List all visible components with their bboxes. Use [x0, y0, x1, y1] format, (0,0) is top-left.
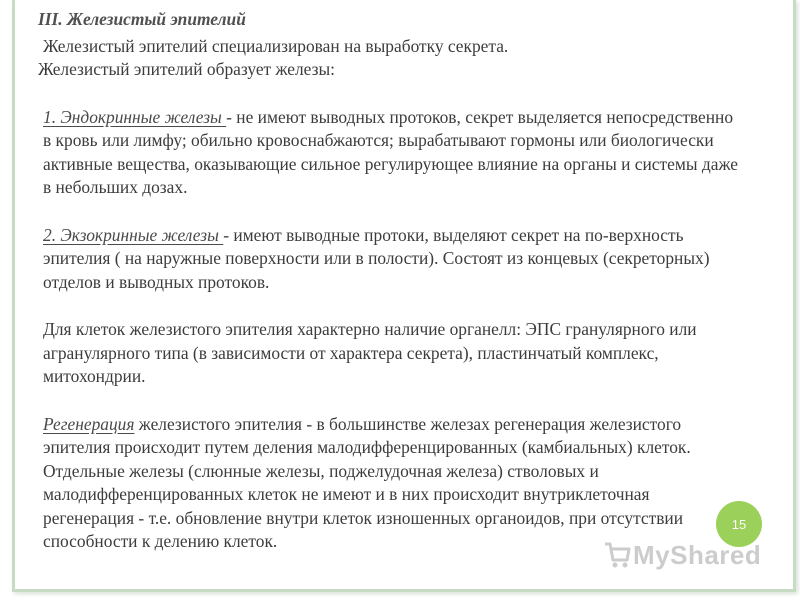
organelles-paragraph: Для клеток железистого эпителия характерно наличие органелл: ЭПС гранулярного или агранулярного типа (в зависимости от характера секрета), пластинчатый комплекс, митохондрии.: [43, 319, 697, 386]
endocrine-text: - не имеют выводных протоков, секрет выделяется непосредственно в кровь или лимфу; обильно кровоснабжаются; вырабатывают гормоны или биологически активные вещества, оказывающие сильное регулирующее влияние на органы и системы даже в небольших дозах.: [43, 106, 738, 197]
exocrine-paragraph: [38, 224, 738, 295]
slide-heading: III. Железистый эпителий: [38, 9, 246, 29]
page-number-badge: 15: [716, 501, 762, 547]
regeneration-term: Регенерация: [43, 413, 135, 434]
watermark-text: MyShared: [633, 539, 762, 570]
watermark: [603, 533, 773, 577]
regeneration-text: железистого эпителия - в большинстве железах регенерация железистого эпителия происходит путем деления малодифференцированных (камбиальных) клеток. Отдельные железы (слюнные железы, поджелудочная железа) стволовых и малодифференцированных клеток не имеют и в них происходит внутриклеточная регенерация - т.е. обновление внутри клеток изношенных органоидов, при отсутствии способности к делению клеток.: [43, 413, 691, 551]
endocrine-term: 1. Эндокринные железы: [43, 106, 227, 127]
exocrine-term: 2. Экзокринные железы: [43, 224, 224, 245]
exocrine-text: - имеют выводные протоки, выделяют секрет на по-верхность эпителия ( на наружные поверхности или в полости). Состоят из концевых (секреторных) отделов и выводных протоков.: [43, 224, 710, 292]
slide-content: [38, 8, 738, 554]
endocrine-paragraph: [38, 106, 738, 200]
intro-line-1: Железистый эпителий специализирован на выработку секрета.: [43, 35, 509, 56]
intro-line-2: Железистый эпителий образует железы:: [38, 59, 335, 79]
cart-icon: [603, 540, 631, 570]
